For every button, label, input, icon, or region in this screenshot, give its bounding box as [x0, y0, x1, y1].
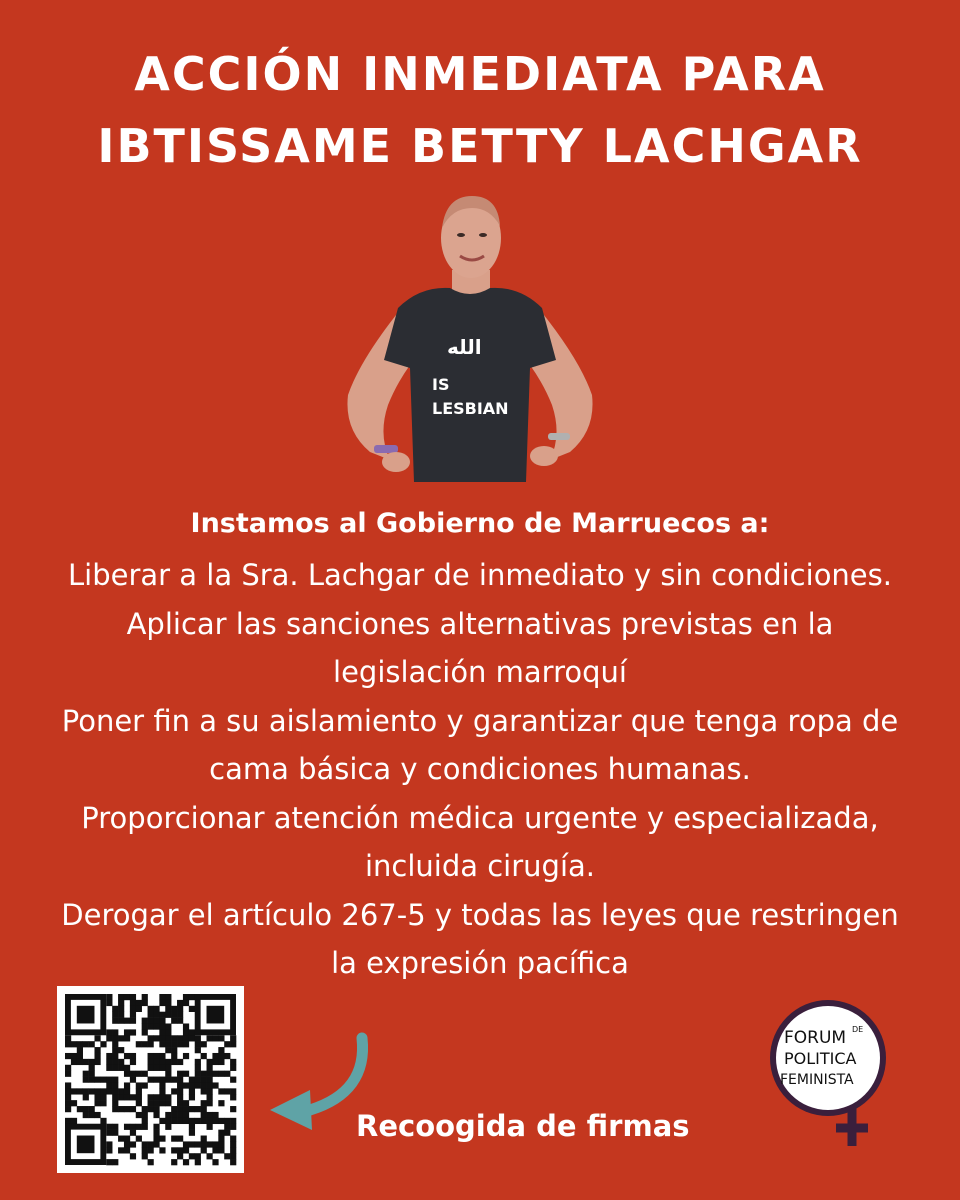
- qr-code-icon[interactable]: [57, 986, 244, 1173]
- shirt-line-2: LESBIAN: [432, 399, 509, 418]
- demands-list: [0, 551, 960, 988]
- page-title: [0, 38, 960, 182]
- title-line-2: IBTISSAME BETTY LACHGAR: [97, 119, 863, 173]
- demand-line: Aplicar las sanciones alternativas previstas en la: [126, 606, 834, 641]
- demand-line: Derogar el artículo 267-5 y todas las leyes que restringen: [61, 897, 899, 932]
- demand-line: incluida cirugía.: [364, 849, 596, 883]
- demand-line: Proporcionar atención médica urgente y especializada,: [81, 800, 879, 835]
- logo-line-1-small: DE: [852, 1025, 864, 1034]
- title-line-1: ACCIÓN INMEDIATA PARA: [134, 47, 826, 101]
- signature-collection-label[interactable]: Recoogida de firmas: [356, 1109, 690, 1143]
- shirt-arabic-text: الله: [447, 335, 482, 359]
- shirt-line-1: IS: [432, 375, 450, 394]
- forum-politica-feminista-logo: [762, 1000, 894, 1150]
- logo-line-1: FORUM: [784, 1028, 847, 1048]
- demand-line: Poner fin a su aislamiento y garantizar que tenga ropa de: [61, 703, 899, 738]
- portrait-photo: [330, 190, 610, 482]
- demand-line: la expresión pacífica: [331, 946, 629, 980]
- logo-line-2: POLITICA: [784, 1049, 857, 1068]
- lead-text: Instamos al Gobierno de Marruecos a:: [190, 508, 770, 539]
- demand-line: legislación marroquí: [333, 655, 627, 689]
- demand-line: cama básica y condiciones humanas.: [209, 752, 751, 786]
- logo-line-3: FEMINISTA: [780, 1072, 854, 1088]
- demand-line: Liberar a la Sra. Lachgar de inmediato y sin condiciones.: [68, 558, 892, 592]
